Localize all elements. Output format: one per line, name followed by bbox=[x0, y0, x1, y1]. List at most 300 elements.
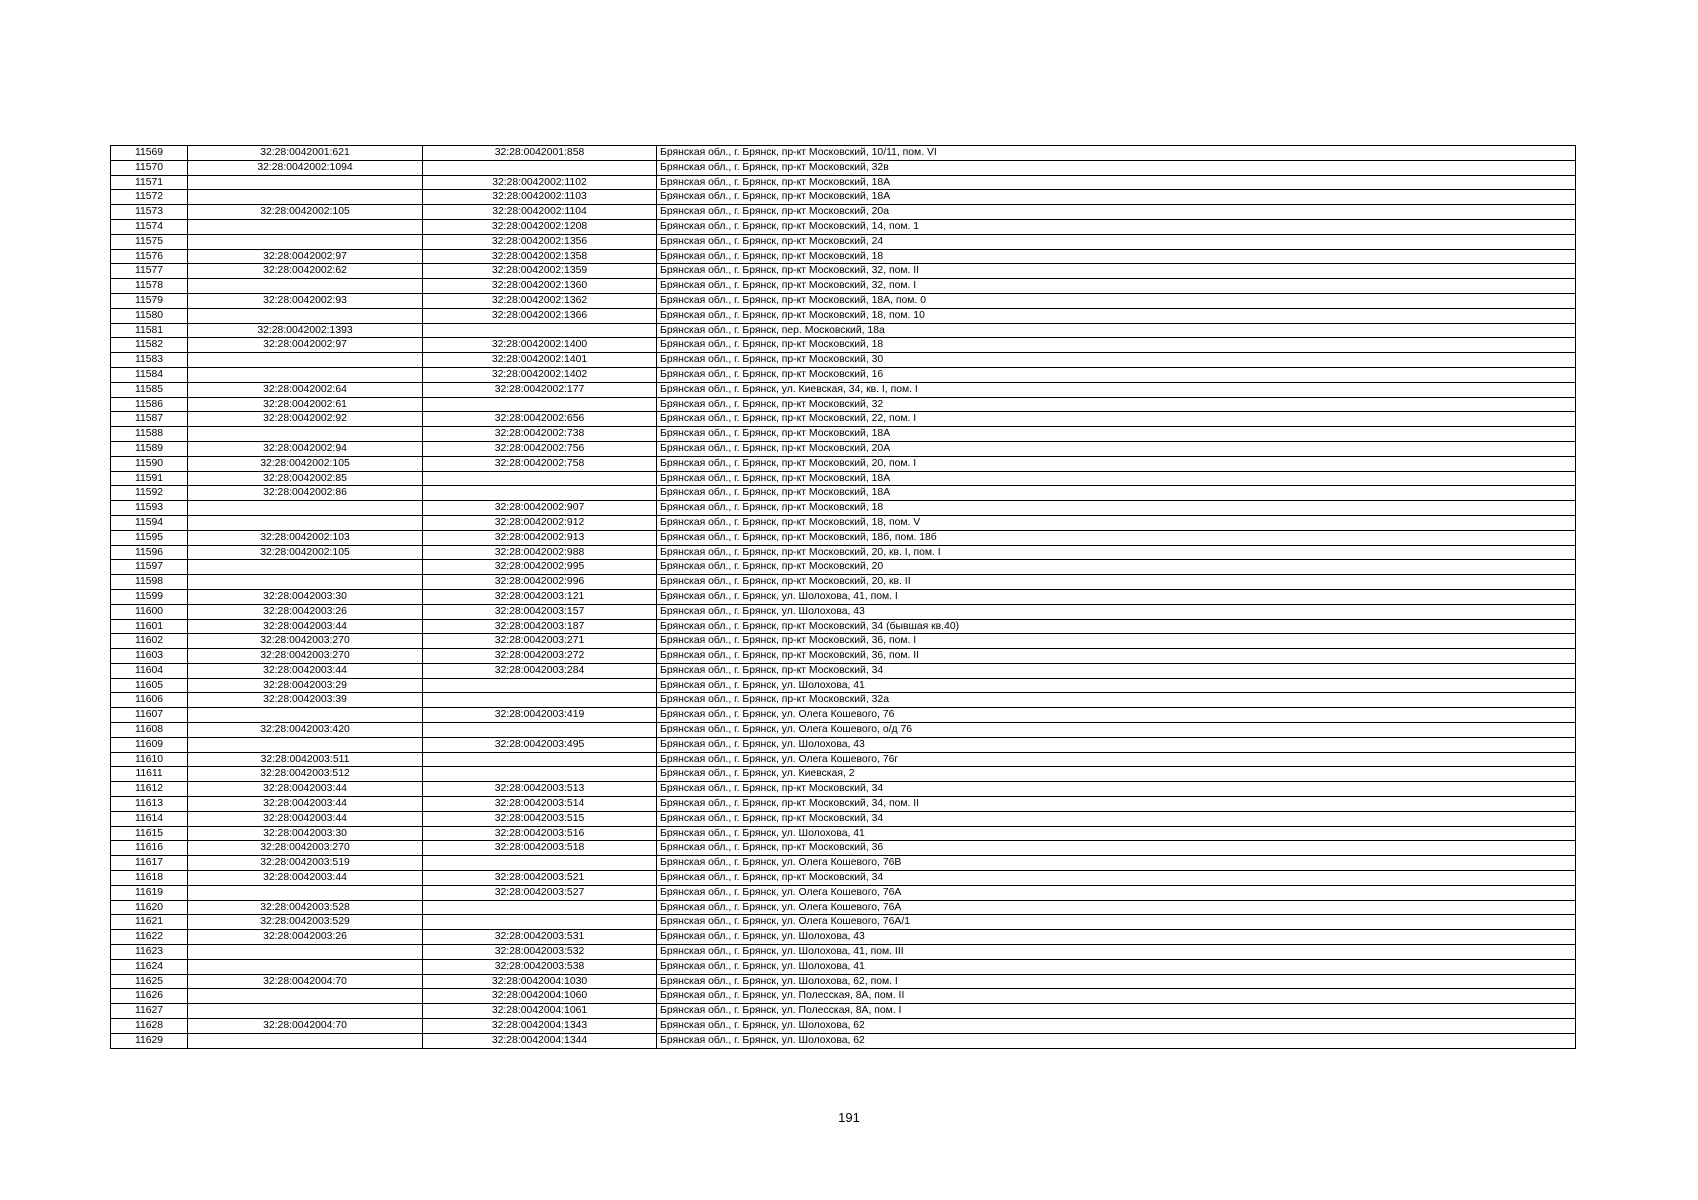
address: Брянская обл., г. Брянск, пр-кт Московский, 16 bbox=[657, 367, 1576, 382]
row-number: 11607 bbox=[111, 708, 188, 723]
cadastral-number-object: 32:28:0042004:1343 bbox=[423, 1019, 657, 1034]
row-number: 11576 bbox=[111, 249, 188, 264]
row-number: 11569 bbox=[111, 146, 188, 161]
address: Брянская обл., г. Брянск, ул. Олега Кошевого, 76В bbox=[657, 856, 1576, 871]
cadastral-number-object: 32:28:0042002:738 bbox=[423, 427, 657, 442]
cadastral-number-object: 32:28:0042003:538 bbox=[423, 959, 657, 974]
cadastral-number-object: 32:28:0042003:495 bbox=[423, 737, 657, 752]
table-row bbox=[111, 575, 1576, 590]
address: Брянская обл., г. Брянск, пр-кт Московский, 18А bbox=[657, 486, 1576, 501]
table-row bbox=[111, 205, 1576, 220]
row-number: 11584 bbox=[111, 367, 188, 382]
address: Брянская обл., г. Брянск, пр-кт Московский, 32 bbox=[657, 397, 1576, 412]
address: Брянская обл., г. Брянск, ул. Шолохова, 43 bbox=[657, 930, 1576, 945]
row-number: 11602 bbox=[111, 634, 188, 649]
address: Брянская обл., г. Брянск, ул. Шолохова, 41, пом. I bbox=[657, 589, 1576, 604]
cadastral-number-object: 32:28:0042002:995 bbox=[423, 560, 657, 575]
row-number: 11613 bbox=[111, 797, 188, 812]
table-row bbox=[111, 604, 1576, 619]
cadastral-number-parent bbox=[188, 308, 423, 323]
address: Брянская обл., г. Брянск, ул. Киевская, 34, кв. I, пом. I bbox=[657, 382, 1576, 397]
cadastral-number-object: 32:28:0042001:858 bbox=[423, 146, 657, 161]
row-number: 11611 bbox=[111, 767, 188, 782]
address: Брянская обл., г. Брянск, пр-кт Московский, 32, пом. I bbox=[657, 279, 1576, 294]
cadastral-number-parent: 32:28:0042002:105 bbox=[188, 456, 423, 471]
cadastral-number-object: 32:28:0042002:1400 bbox=[423, 338, 657, 353]
table-row bbox=[111, 856, 1576, 871]
row-number: 11577 bbox=[111, 264, 188, 279]
table-row bbox=[111, 915, 1576, 930]
table-row bbox=[111, 560, 1576, 575]
cadastral-number-object: 32:28:0042003:527 bbox=[423, 885, 657, 900]
cadastral-number-parent bbox=[188, 279, 423, 294]
table-row bbox=[111, 353, 1576, 368]
cadastral-number-object: 32:28:0042002:758 bbox=[423, 456, 657, 471]
row-number: 11618 bbox=[111, 871, 188, 886]
address: Брянская обл., г. Брянск, пр-кт Московский, 18 bbox=[657, 501, 1576, 516]
row-number: 11629 bbox=[111, 1033, 188, 1048]
cadastral-number-parent: 32:28:0042003:44 bbox=[188, 782, 423, 797]
row-number: 11606 bbox=[111, 693, 188, 708]
address: Брянская обл., г. Брянск, пр-кт Московский, 18А bbox=[657, 471, 1576, 486]
cadastral-number-parent: 32:28:0042003:44 bbox=[188, 663, 423, 678]
row-number: 11599 bbox=[111, 589, 188, 604]
cadastral-number-parent: 32:28:0042003:270 bbox=[188, 634, 423, 649]
cadastral-number-parent: 32:28:0042003:44 bbox=[188, 811, 423, 826]
table-row bbox=[111, 1033, 1576, 1048]
cadastral-number-object: 32:28:0042002:177 bbox=[423, 382, 657, 397]
cadastral-number-parent: 32:28:0042003:270 bbox=[188, 841, 423, 856]
table-row bbox=[111, 974, 1576, 989]
cadastral-number-parent: 32:28:0042003:529 bbox=[188, 915, 423, 930]
cadastral-number-object bbox=[423, 678, 657, 693]
row-number: 11590 bbox=[111, 456, 188, 471]
row-number: 11621 bbox=[111, 915, 188, 930]
table-row bbox=[111, 441, 1576, 456]
row-number: 11593 bbox=[111, 501, 188, 516]
row-number: 11598 bbox=[111, 575, 188, 590]
table-row bbox=[111, 737, 1576, 752]
cadastral-number-parent: 32:28:0042002:97 bbox=[188, 249, 423, 264]
row-number: 11591 bbox=[111, 471, 188, 486]
cadastral-number-parent: 32:28:0042003:30 bbox=[188, 826, 423, 841]
table-row bbox=[111, 945, 1576, 960]
cadastral-number-parent: 32:28:0042003:270 bbox=[188, 649, 423, 664]
address: Брянская обл., г. Брянск, ул. Шолохова, 62 bbox=[657, 1019, 1576, 1034]
cadastral-number-object bbox=[423, 856, 657, 871]
cadastral-number-object bbox=[423, 915, 657, 930]
address: Брянская обл., г. Брянск, ул. Шолохова, 41 bbox=[657, 959, 1576, 974]
cadastral-number-object: 32:28:0042003:187 bbox=[423, 619, 657, 634]
cadastral-number-object: 32:28:0042003:518 bbox=[423, 841, 657, 856]
cadastral-number-object: 32:28:0042003:419 bbox=[423, 708, 657, 723]
cadastral-number-object bbox=[423, 723, 657, 738]
cadastral-number-parent bbox=[188, 885, 423, 900]
address: Брянская обл., г. Брянск, пр-кт Московский, 36, пом. II bbox=[657, 649, 1576, 664]
cadastral-number-object: 32:28:0042002:1366 bbox=[423, 308, 657, 323]
table-row bbox=[111, 530, 1576, 545]
table-row bbox=[111, 989, 1576, 1004]
row-number: 11588 bbox=[111, 427, 188, 442]
row-number: 11623 bbox=[111, 945, 188, 960]
table-row bbox=[111, 219, 1576, 234]
row-number: 11575 bbox=[111, 234, 188, 249]
cadastral-number-object: 32:28:0042002:996 bbox=[423, 575, 657, 590]
cadastral-number-parent: 32:28:0042002:64 bbox=[188, 382, 423, 397]
row-number: 11616 bbox=[111, 841, 188, 856]
table-row bbox=[111, 471, 1576, 486]
address: Брянская обл., г. Брянск, пр-кт Московский, 18А, пом. 0 bbox=[657, 293, 1576, 308]
cadastral-number-parent: 32:28:0042002:1094 bbox=[188, 160, 423, 175]
table-row bbox=[111, 367, 1576, 382]
cadastral-number-object bbox=[423, 323, 657, 338]
cadastral-number-parent bbox=[188, 219, 423, 234]
row-number: 11628 bbox=[111, 1019, 188, 1034]
address: Брянская обл., г. Брянск, пр-кт Московский, 20, пом. I bbox=[657, 456, 1576, 471]
cadastral-number-parent: 32:28:0042002:1393 bbox=[188, 323, 423, 338]
row-number: 11570 bbox=[111, 160, 188, 175]
address: Брянская обл., г. Брянск, ул. Шолохова, 41 bbox=[657, 678, 1576, 693]
row-number: 11604 bbox=[111, 663, 188, 678]
cadastral-number-object: 32:28:0042004:1061 bbox=[423, 1004, 657, 1019]
table-row bbox=[111, 545, 1576, 560]
row-number: 11581 bbox=[111, 323, 188, 338]
property-table-body bbox=[111, 146, 1576, 1049]
table-row bbox=[111, 412, 1576, 427]
row-number: 11615 bbox=[111, 826, 188, 841]
table-row bbox=[111, 885, 1576, 900]
table-row bbox=[111, 841, 1576, 856]
row-number: 11619 bbox=[111, 885, 188, 900]
cadastral-number-object: 32:28:0042002:1360 bbox=[423, 279, 657, 294]
cadastral-number-object: 32:28:0042003:272 bbox=[423, 649, 657, 664]
cadastral-number-parent: 32:28:0042002:85 bbox=[188, 471, 423, 486]
cadastral-number-object: 32:28:0042002:1402 bbox=[423, 367, 657, 382]
row-number: 11614 bbox=[111, 811, 188, 826]
row-number: 11574 bbox=[111, 219, 188, 234]
cadastral-number-parent bbox=[188, 959, 423, 974]
address: Брянская обл., г. Брянск, пр-кт Московский, 18А bbox=[657, 175, 1576, 190]
address: Брянская обл., г. Брянск, ул. Олега Кошевого, 76г bbox=[657, 752, 1576, 767]
cadastral-number-parent: 32:28:0042003:420 bbox=[188, 723, 423, 738]
row-number: 11612 bbox=[111, 782, 188, 797]
cadastral-number-object: 32:28:0042003:513 bbox=[423, 782, 657, 797]
cadastral-number-object bbox=[423, 160, 657, 175]
address: Брянская обл., г. Брянск, ул. Киевская, 2 bbox=[657, 767, 1576, 782]
table-row bbox=[111, 264, 1576, 279]
cadastral-number-parent bbox=[188, 190, 423, 205]
property-table bbox=[110, 145, 1576, 1049]
cadastral-number-object: 32:28:0042002:1401 bbox=[423, 353, 657, 368]
cadastral-number-object: 32:28:0042002:912 bbox=[423, 515, 657, 530]
row-number: 11572 bbox=[111, 190, 188, 205]
table-row bbox=[111, 959, 1576, 974]
address: Брянская обл., г. Брянск, пр-кт Московский, 34 bbox=[657, 871, 1576, 886]
row-number: 11585 bbox=[111, 382, 188, 397]
row-number: 11596 bbox=[111, 545, 188, 560]
row-number: 11605 bbox=[111, 678, 188, 693]
cadastral-number-parent bbox=[188, 515, 423, 530]
address: Брянская обл., г. Брянск, пр-кт Московский, 34 bbox=[657, 782, 1576, 797]
address: Брянская обл., г. Брянск, пр-кт Московский, 36 bbox=[657, 841, 1576, 856]
cadastral-number-parent: 32:28:0042003:30 bbox=[188, 589, 423, 604]
address: Брянская обл., г. Брянск, пр-кт Московский, 30 bbox=[657, 353, 1576, 368]
table-row bbox=[111, 308, 1576, 323]
address: Брянская обл., г. Брянск, ул. Шолохова, 62, пом. I bbox=[657, 974, 1576, 989]
table-row bbox=[111, 811, 1576, 826]
cadastral-number-parent: 32:28:0042002:62 bbox=[188, 264, 423, 279]
address: Брянская обл., г. Брянск, пр-кт Московский, 18, пом. V bbox=[657, 515, 1576, 530]
row-number: 11626 bbox=[111, 989, 188, 1004]
row-number: 11589 bbox=[111, 441, 188, 456]
address: Брянская обл., г. Брянск, пр-кт Московский, 20А bbox=[657, 441, 1576, 456]
cadastral-number-object bbox=[423, 397, 657, 412]
row-number: 11587 bbox=[111, 412, 188, 427]
cadastral-number-object: 32:28:0042002:1103 bbox=[423, 190, 657, 205]
address: Брянская обл., г. Брянск, пр-кт Московский, 32, пом. II bbox=[657, 264, 1576, 279]
row-number: 11595 bbox=[111, 530, 188, 545]
cadastral-number-parent bbox=[188, 234, 423, 249]
table-row bbox=[111, 456, 1576, 471]
address: Брянская обл., г. Брянск, пр-кт Московский, 18А bbox=[657, 427, 1576, 442]
row-number: 11627 bbox=[111, 1004, 188, 1019]
cadastral-number-parent: 32:28:0042003:26 bbox=[188, 930, 423, 945]
table-row bbox=[111, 900, 1576, 915]
address: Брянская обл., г. Брянск, пр-кт Московский, 14, пом. 1 bbox=[657, 219, 1576, 234]
table-row bbox=[111, 930, 1576, 945]
cadastral-number-object: 32:28:0042003:284 bbox=[423, 663, 657, 678]
cadastral-number-object: 32:28:0042002:1358 bbox=[423, 249, 657, 264]
cadastral-number-object bbox=[423, 900, 657, 915]
table-row bbox=[111, 871, 1576, 886]
cadastral-number-parent bbox=[188, 175, 423, 190]
cadastral-number-object: 32:28:0042003:271 bbox=[423, 634, 657, 649]
table-row bbox=[111, 397, 1576, 412]
address: Брянская обл., г. Брянск, пр-кт Московский, 18 bbox=[657, 249, 1576, 264]
address: Брянская обл., г. Брянск, пр-кт Московский, 34, пом. II bbox=[657, 797, 1576, 812]
table-row bbox=[111, 160, 1576, 175]
address: Брянская обл., г. Брянск, ул. Шолохова, 43 bbox=[657, 604, 1576, 619]
table-row bbox=[111, 1004, 1576, 1019]
row-number: 11624 bbox=[111, 959, 188, 974]
row-number: 11582 bbox=[111, 338, 188, 353]
address: Брянская обл., г. Брянск, ул. Шолохова, 43 bbox=[657, 737, 1576, 752]
cadastral-number-parent: 32:28:0042002:93 bbox=[188, 293, 423, 308]
cadastral-number-parent: 32:28:0042001:621 bbox=[188, 146, 423, 161]
cadastral-number-object: 32:28:0042002:756 bbox=[423, 441, 657, 456]
cadastral-number-object bbox=[423, 767, 657, 782]
table-row bbox=[111, 782, 1576, 797]
address: Брянская обл., г. Брянск, ул. Шолохова, 41 bbox=[657, 826, 1576, 841]
table-row bbox=[111, 146, 1576, 161]
cadastral-number-object: 32:28:0042003:514 bbox=[423, 797, 657, 812]
table-row bbox=[111, 752, 1576, 767]
cadastral-number-object bbox=[423, 486, 657, 501]
row-number: 11597 bbox=[111, 560, 188, 575]
cadastral-number-parent bbox=[188, 367, 423, 382]
row-number: 11583 bbox=[111, 353, 188, 368]
row-number: 11610 bbox=[111, 752, 188, 767]
address: Брянская обл., г. Брянск, ул. Олега Кошевого, 76А/1 bbox=[657, 915, 1576, 930]
row-number: 11622 bbox=[111, 930, 188, 945]
row-number: 11625 bbox=[111, 974, 188, 989]
address: Брянская обл., г. Брянск, пр-кт Московский, 32в bbox=[657, 160, 1576, 175]
row-number: 11608 bbox=[111, 723, 188, 738]
cadastral-number-parent bbox=[188, 737, 423, 752]
cadastral-number-parent: 32:28:0042002:105 bbox=[188, 545, 423, 560]
address: Брянская обл., г. Брянск, пр-кт Московский, 10/11, пом. VI bbox=[657, 146, 1576, 161]
cadastral-number-object: 32:28:0042002:988 bbox=[423, 545, 657, 560]
page-number: 191 bbox=[838, 1110, 860, 1125]
cadastral-number-parent bbox=[188, 353, 423, 368]
address: Брянская обл., г. Брянск, пр-кт Московский, 20, кв. I, пом. I bbox=[657, 545, 1576, 560]
table-row bbox=[111, 338, 1576, 353]
cadastral-number-parent bbox=[188, 575, 423, 590]
address: Брянская обл., г. Брянск, пр-кт Московский, 36, пом. I bbox=[657, 634, 1576, 649]
table-row bbox=[111, 234, 1576, 249]
address: Брянская обл., г. Брянск, ул. Олега Кошевого, 76 bbox=[657, 708, 1576, 723]
row-number: 11578 bbox=[111, 279, 188, 294]
table-row bbox=[111, 427, 1576, 442]
cadastral-number-parent: 32:28:0042002:86 bbox=[188, 486, 423, 501]
cadastral-number-parent bbox=[188, 560, 423, 575]
cadastral-number-parent: 32:28:0042003:29 bbox=[188, 678, 423, 693]
row-number: 11580 bbox=[111, 308, 188, 323]
cadastral-number-object: 32:28:0042002:1359 bbox=[423, 264, 657, 279]
row-number: 11601 bbox=[111, 619, 188, 634]
cadastral-number-parent bbox=[188, 427, 423, 442]
cadastral-number-parent: 32:28:0042003:44 bbox=[188, 871, 423, 886]
address: Брянская обл., г. Брянск, ул. Полесская, 8А, пом. I bbox=[657, 1004, 1576, 1019]
address: Брянская обл., г. Брянск, пр-кт Московский, 20, кв. II bbox=[657, 575, 1576, 590]
row-number: 11579 bbox=[111, 293, 188, 308]
cadastral-number-parent: 32:28:0042002:92 bbox=[188, 412, 423, 427]
address: Брянская обл., г. Брянск, пр-кт Московский, 18 bbox=[657, 338, 1576, 353]
table-row bbox=[111, 649, 1576, 664]
table-row bbox=[111, 515, 1576, 530]
cadastral-number-object: 32:28:0042003:515 bbox=[423, 811, 657, 826]
table-row bbox=[111, 190, 1576, 205]
cadastral-number-object: 32:28:0042002:1362 bbox=[423, 293, 657, 308]
address: Брянская обл., г. Брянск, пер. Московский, 18а bbox=[657, 323, 1576, 338]
cadastral-number-object: 32:28:0042002:913 bbox=[423, 530, 657, 545]
table-row bbox=[111, 175, 1576, 190]
row-number: 11620 bbox=[111, 900, 188, 915]
table-row bbox=[111, 323, 1576, 338]
table-row bbox=[111, 797, 1576, 812]
cadastral-number-object: 32:28:0042004:1030 bbox=[423, 974, 657, 989]
cadastral-number-object: 32:28:0042003:121 bbox=[423, 589, 657, 604]
table-row bbox=[111, 678, 1576, 693]
cadastral-number-parent: 32:28:0042002:97 bbox=[188, 338, 423, 353]
address: Брянская обл., г. Брянск, пр-кт Московский, 18А bbox=[657, 190, 1576, 205]
address: Брянская обл., г. Брянск, пр-кт Московский, 24 bbox=[657, 234, 1576, 249]
address: Брянская обл., г. Брянск, пр-кт Московский, 20 bbox=[657, 560, 1576, 575]
cadastral-number-parent: 32:28:0042002:105 bbox=[188, 205, 423, 220]
cadastral-number-object: 32:28:0042002:1102 bbox=[423, 175, 657, 190]
cadastral-number-object: 32:28:0042003:516 bbox=[423, 826, 657, 841]
table-row bbox=[111, 589, 1576, 604]
address: Брянская обл., г. Брянск, ул. Шолохова, 41, пом. III bbox=[657, 945, 1576, 960]
address: Брянская обл., г. Брянск, пр-кт Московский, 20а bbox=[657, 205, 1576, 220]
table-row bbox=[111, 249, 1576, 264]
cadastral-number-parent: 32:28:0042003:39 bbox=[188, 693, 423, 708]
cadastral-number-parent bbox=[188, 989, 423, 1004]
address: Брянская обл., г. Брянск, ул. Полесская, 8А, пом. II bbox=[657, 989, 1576, 1004]
table-row bbox=[111, 723, 1576, 738]
cadastral-number-parent: 32:28:0042002:103 bbox=[188, 530, 423, 545]
address: Брянская обл., г. Брянск, ул. Олега Кошевого, 76А bbox=[657, 900, 1576, 915]
cadastral-number-parent: 32:28:0042004:70 bbox=[188, 974, 423, 989]
cadastral-number-object: 32:28:0042003:521 bbox=[423, 871, 657, 886]
row-number: 11592 bbox=[111, 486, 188, 501]
cadastral-number-parent: 32:28:0042003:511 bbox=[188, 752, 423, 767]
table-row bbox=[111, 826, 1576, 841]
cadastral-number-parent bbox=[188, 1004, 423, 1019]
cadastral-number-parent: 32:28:0042003:512 bbox=[188, 767, 423, 782]
cadastral-number-object: 32:28:0042002:656 bbox=[423, 412, 657, 427]
cadastral-number-object bbox=[423, 752, 657, 767]
table-row bbox=[111, 619, 1576, 634]
row-number: 11617 bbox=[111, 856, 188, 871]
cadastral-number-object: 32:28:0042002:1208 bbox=[423, 219, 657, 234]
address: Брянская обл., г. Брянск, пр-кт Московский, 34 (бывшая кв.40) bbox=[657, 619, 1576, 634]
cadastral-number-object: 32:28:0042003:157 bbox=[423, 604, 657, 619]
table-row bbox=[111, 708, 1576, 723]
table-row bbox=[111, 279, 1576, 294]
cadastral-number-parent: 32:28:0042003:26 bbox=[188, 604, 423, 619]
table-row bbox=[111, 382, 1576, 397]
row-number: 11586 bbox=[111, 397, 188, 412]
cadastral-number-object bbox=[423, 471, 657, 486]
cadastral-number-object: 32:28:0042003:531 bbox=[423, 930, 657, 945]
cadastral-number-parent: 32:28:0042003:519 bbox=[188, 856, 423, 871]
address: Брянская обл., г. Брянск, ул. Олега Кошевого, 76А bbox=[657, 885, 1576, 900]
table-row bbox=[111, 1019, 1576, 1034]
table-row bbox=[111, 293, 1576, 308]
cadastral-number-parent: 32:28:0042003:528 bbox=[188, 900, 423, 915]
cadastral-number-parent bbox=[188, 501, 423, 516]
row-number: 11571 bbox=[111, 175, 188, 190]
address: Брянская обл., г. Брянск, пр-кт Московский, 34 bbox=[657, 811, 1576, 826]
cadastral-number-parent bbox=[188, 708, 423, 723]
table-row bbox=[111, 486, 1576, 501]
cadastral-number-object: 32:28:0042002:1356 bbox=[423, 234, 657, 249]
cadastral-number-parent: 32:28:0042004:70 bbox=[188, 1019, 423, 1034]
address: Брянская обл., г. Брянск, пр-кт Московский, 34 bbox=[657, 663, 1576, 678]
cadastral-number-parent bbox=[188, 1033, 423, 1048]
address: Брянская обл., г. Брянск, пр-кт Московский, 18б, пом. 18б bbox=[657, 530, 1576, 545]
cadastral-number-parent: 32:28:0042002:94 bbox=[188, 441, 423, 456]
cadastral-number-object: 32:28:0042004:1060 bbox=[423, 989, 657, 1004]
row-number: 11609 bbox=[111, 737, 188, 752]
cadastral-number-object: 32:28:0042004:1344 bbox=[423, 1033, 657, 1048]
cadastral-number-parent: 32:28:0042003:44 bbox=[188, 797, 423, 812]
row-number: 11600 bbox=[111, 604, 188, 619]
cadastral-number-object bbox=[423, 693, 657, 708]
address: Брянская обл., г. Брянск, пр-кт Московский, 22, пом. I bbox=[657, 412, 1576, 427]
cadastral-number-parent: 32:28:0042002:61 bbox=[188, 397, 423, 412]
cadastral-number-object: 32:28:0042002:1104 bbox=[423, 205, 657, 220]
table-row bbox=[111, 767, 1576, 782]
table-row bbox=[111, 634, 1576, 649]
table-row bbox=[111, 693, 1576, 708]
address: Брянская обл., г. Брянск, ул. Шолохова, 62 bbox=[657, 1033, 1576, 1048]
address: Брянская обл., г. Брянск, ул. Олега Кошевого, о/д 76 bbox=[657, 723, 1576, 738]
address: Брянская обл., г. Брянск, пр-кт Московский, 32а bbox=[657, 693, 1576, 708]
row-number: 11603 bbox=[111, 649, 188, 664]
address: Брянская обл., г. Брянск, пр-кт Московский, 18, пом. 10 bbox=[657, 308, 1576, 323]
